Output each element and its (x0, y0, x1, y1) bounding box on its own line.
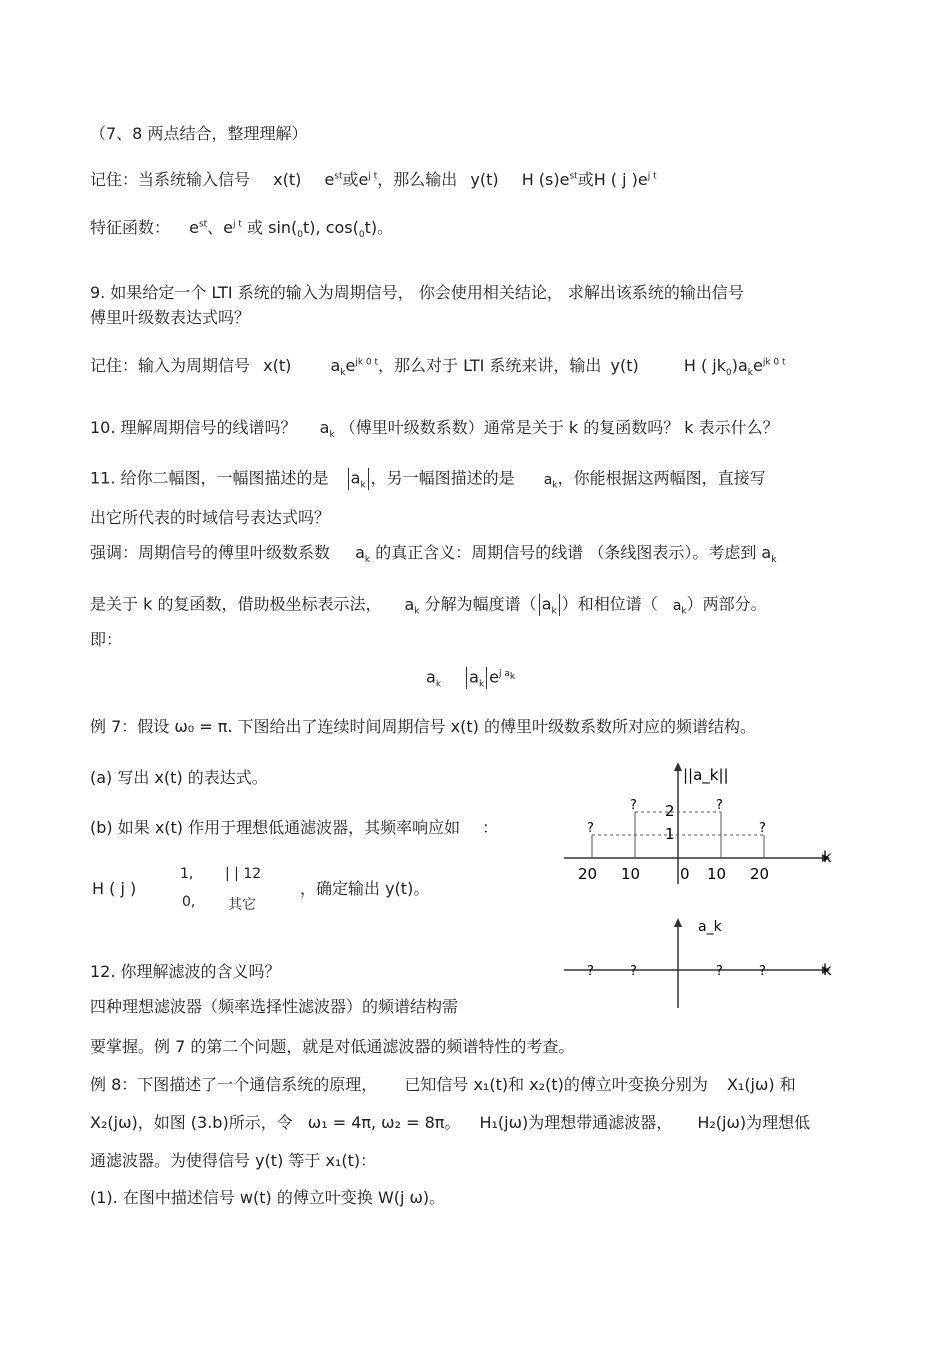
question-12: 12. 你理解滤波的含义吗？ (90, 962, 281, 981)
magnitude-point-label: ? (759, 821, 766, 836)
remember-line-2: 记住：输入为周期信号 x(t) $a_ke^{jk 0 t}$，那么对于 LTI 系统来讲，输出 y(t) H ( $jk_0)a_ke^{jk 0 t}$ (90, 356, 786, 379)
phase-point-label: ? (630, 964, 637, 979)
filter-response-label: H ( j ) (92, 879, 137, 898)
k-tick-label: 10 (707, 865, 727, 883)
determine-output: ，确定输出 y(t)。 (300, 879, 430, 898)
phase-point-label: ? (759, 964, 766, 979)
k-tick-label: 20 (578, 865, 598, 883)
vertical-axis-arrow (674, 762, 682, 771)
phase-point-label: ? (587, 964, 594, 979)
example-7-statement: 例 7：假设 ω₀ = π. 下图给出了连续时间周期信号 x(t) 的傅里叶级数系数所对应的频谱结构。 (90, 717, 756, 736)
emphasis-line: 强调：周期信号的傅里叶级数系数 $a_k$ 的真正含义：周期信号的线谱 （条线图表示）。考虑到 $a_k$ (90, 543, 777, 566)
ideal-filters-line: 四种理想滤波器（频率选择性滤波器）的频谱结构需 (90, 997, 459, 1016)
phase-spectrum-chart (560, 915, 850, 1010)
question-10: 10. 理解周期信号的线谱吗？ $a_k$ （傅里叶级数系数）通常是关于 k 的复函数吗？ k 表示什么？ (90, 418, 779, 441)
ideal-filters-line-cont: 要掌握。例 7 的第二个问题，就是对低通滤波器的频谱特性的考查。 (90, 1037, 575, 1056)
magnitude-point-label: ? (716, 798, 723, 813)
magnitude-tick-label: 1 (665, 825, 675, 843)
k-axis-label: k (823, 961, 832, 979)
filter-response-stop-condition: 其它 (228, 897, 256, 913)
vertical-axis-arrow (674, 918, 682, 927)
remember-line-1: 记住：当系统输入信号 x(t) $e^{st}$或$e^{j t}$，那么输出 y(t) H $(s)e^{st}$或H ( j )$e^{j t}$ (90, 170, 657, 189)
example-8-part-1: (1). 在图中描述信号 w(t) 的傅立叶变换 W(j ω)。 (90, 1188, 446, 1207)
phase-axis-label: a_k (698, 919, 722, 935)
example-8-cont-2: 通滤波器。为使得信号 y(t) 等于 x₁(t)： (90, 1151, 377, 1170)
note-combine-points: （7、8 两点结合，整理理解） (90, 124, 308, 143)
filter-response-pass-condition: | | 12 (225, 866, 262, 882)
question-9-cont: 傅里叶级数表达式吗？ (90, 308, 251, 327)
magnitude-tick-label: 2 (665, 802, 675, 820)
k-tick-label: 10 (621, 865, 641, 883)
filter-response-pass-value: 1, (180, 866, 194, 882)
magnitude-point-label: ? (630, 798, 637, 813)
k-tick-label: 20 (750, 865, 770, 883)
phase-point-label: ? (716, 964, 723, 979)
example-7-part-b: (b) 如果 x(t) 作用于理想低通滤波器，其频率响应如 ： (90, 818, 499, 837)
example-8-statement: 例 8：下图描述了一个通信系统的原理， 已知信号 x₁(t)和 x₂(t)的傅立叶变换分别为 X₁(jω) 和 (90, 1075, 796, 1094)
namely-label: 即： (90, 630, 123, 649)
magnitude-axis-label: ||a_k|| (683, 766, 729, 784)
filter-response-stop-value: 0, (182, 894, 196, 910)
example-8-cont: X₂(jω)，如图 (3.b)所示，令 ω₁ = 4π, ω₂ = 8π。 H₁(jω)为理想带通滤波器， H₂(jω)为理想低 (90, 1113, 811, 1132)
magnitude-point-label: ? (587, 821, 594, 836)
k-tick-label: 0 (680, 865, 690, 883)
question-11: 11. 给你二幅图，一幅图描述的是 $a_k$ ，另一幅图描述的是 $a_k$，你能根据这两幅图，直接写 (90, 468, 766, 491)
polar-decomposition-line: 是关于 k 的复函数，借助极坐标表示法， $a_k$ 分解为幅度谱（ $a_k$ ）和相位谱（ $a_k$）两部分。 (90, 594, 767, 617)
question-11-cont: 出它所代表的时域信号表达式吗？ (90, 508, 331, 527)
k-axis-label: k (823, 848, 832, 866)
eigenfunction-line: 特征函数： $e^{st}$、$e^{j t}$ 或 $\sin(_0t)$, $\cos(_0t)$。 (90, 218, 394, 241)
polar-equation: $a_k$ $a_k$ $e^{j a_k}$ (426, 667, 516, 690)
magnitude-spectrum-chart (560, 755, 850, 890)
question-9: 9. 如果给定一个 LTI 系统的输入为周期信号， 你会使用相关结论， 求解出该系统的输出信号 (90, 283, 744, 302)
example-7-part-a: (a) 写出 x(t) 的表达式。 (90, 768, 268, 787)
